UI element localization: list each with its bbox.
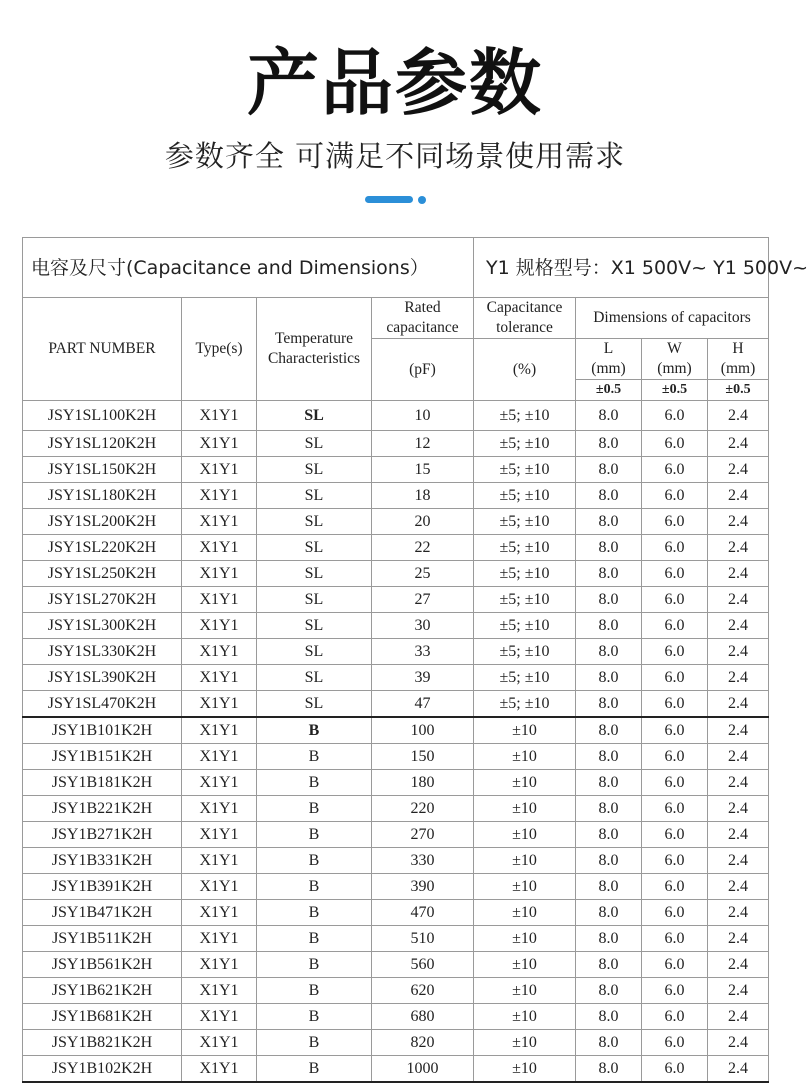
cell-l: 8.0 xyxy=(576,639,642,665)
cell-w: 6.0 xyxy=(642,874,708,900)
cell-w: 6.0 xyxy=(642,639,708,665)
cell-cap: 470 xyxy=(372,900,474,926)
cell-part: JSY1B102K2H xyxy=(23,1056,182,1083)
cell-w: 6.0 xyxy=(642,587,708,613)
cell-w: 6.0 xyxy=(642,717,708,744)
cell-tol: ±5; ±10 xyxy=(474,457,576,483)
cell-h: 2.4 xyxy=(708,401,769,431)
col-h-unit: (mm) xyxy=(720,360,756,377)
cell-cap: 1000 xyxy=(372,1056,474,1083)
table-row xyxy=(23,639,769,665)
cell-part: JSY1SL220K2H xyxy=(23,535,182,561)
col-temperature-line1: Temperature xyxy=(274,330,354,347)
cell-type: X1Y1 xyxy=(182,509,257,535)
page-title: 产品参数 xyxy=(246,41,543,125)
cell-h: 2.4 xyxy=(708,431,769,457)
cell-cap: 330 xyxy=(372,848,474,874)
cell-w: 6.0 xyxy=(642,822,708,848)
cell-type: X1Y1 xyxy=(182,401,257,431)
cell-cap: 18 xyxy=(372,483,474,509)
cell-tol: ±5; ±10 xyxy=(474,535,576,561)
cell-cap: 20 xyxy=(372,509,474,535)
cell-l: 8.0 xyxy=(576,401,642,431)
col-type: Type(s) xyxy=(182,298,257,401)
spec-label: Y1 规格型号：X1 500V~ Y1 500V~ xyxy=(474,238,769,298)
table-row xyxy=(23,1004,769,1030)
cell-l: 8.0 xyxy=(576,1004,642,1030)
cell-tol: ±10 xyxy=(474,900,576,926)
cell-h: 2.4 xyxy=(708,926,769,952)
cell-temp: B xyxy=(257,874,372,900)
cell-temp: B xyxy=(257,1056,372,1083)
cell-w: 6.0 xyxy=(642,1004,708,1030)
table-row xyxy=(23,665,769,691)
col-w xyxy=(642,339,708,380)
cell-tol: ±10 xyxy=(474,1030,576,1056)
cell-h: 2.4 xyxy=(708,613,769,639)
cell-tol: ±5; ±10 xyxy=(474,613,576,639)
cell-temp: B xyxy=(257,822,372,848)
cell-type: X1Y1 xyxy=(182,1056,257,1083)
cell-h: 2.4 xyxy=(708,1056,769,1083)
cell-type: X1Y1 xyxy=(182,535,257,561)
cell-part: JSY1SL200K2H xyxy=(23,509,182,535)
col-w-tolerance: ±0.5 xyxy=(642,380,708,401)
cell-cap: 220 xyxy=(372,796,474,822)
cell-tol: ±5; ±10 xyxy=(474,639,576,665)
cell-temp: B xyxy=(257,978,372,1004)
cell-type: X1Y1 xyxy=(182,457,257,483)
table-row xyxy=(23,848,769,874)
cell-w: 6.0 xyxy=(642,401,708,431)
cell-cap: 680 xyxy=(372,1004,474,1030)
cell-tol: ±10 xyxy=(474,1004,576,1030)
cell-temp: B xyxy=(257,770,372,796)
cell-temp: SL xyxy=(257,587,372,613)
cell-h: 2.4 xyxy=(708,717,769,744)
cell-type: X1Y1 xyxy=(182,483,257,509)
cell-w: 6.0 xyxy=(642,535,708,561)
cell-h: 2.4 xyxy=(708,978,769,1004)
cell-l: 8.0 xyxy=(576,717,642,744)
table-row xyxy=(23,613,769,639)
cell-part: JSY1B181K2H xyxy=(23,770,182,796)
cell-cap: 12 xyxy=(372,431,474,457)
cell-w: 6.0 xyxy=(642,796,708,822)
cell-part: JSY1B391K2H xyxy=(23,874,182,900)
table-row xyxy=(23,822,769,848)
cell-w: 6.0 xyxy=(642,1056,708,1083)
cell-cap: 100 xyxy=(372,717,474,744)
cell-w: 6.0 xyxy=(642,457,708,483)
cell-tol: ±5; ±10 xyxy=(474,561,576,587)
table-row xyxy=(23,457,769,483)
cell-w: 6.0 xyxy=(642,952,708,978)
cell-temp: SL xyxy=(257,509,372,535)
cell-temp: SL xyxy=(257,665,372,691)
cell-part: JSY1B471K2H xyxy=(23,900,182,926)
table-row xyxy=(23,900,769,926)
cell-type: X1Y1 xyxy=(182,717,257,744)
cell-type: X1Y1 xyxy=(182,744,257,770)
col-h-label: H xyxy=(732,340,744,357)
cell-temp: B xyxy=(257,744,372,770)
cell-part: JSY1B681K2H xyxy=(23,1004,182,1030)
table-row xyxy=(23,926,769,952)
cell-cap: 620 xyxy=(372,978,474,1004)
cell-tol: ±5; ±10 xyxy=(474,483,576,509)
cell-type: X1Y1 xyxy=(182,1004,257,1030)
table-row xyxy=(23,770,769,796)
cell-part: JSY1B331K2H xyxy=(23,848,182,874)
cell-l: 8.0 xyxy=(576,457,642,483)
cell-h: 2.4 xyxy=(708,744,769,770)
cell-cap: 510 xyxy=(372,926,474,952)
cell-tol: ±5; ±10 xyxy=(474,509,576,535)
cell-temp: B xyxy=(257,1004,372,1030)
cell-cap: 33 xyxy=(372,639,474,665)
cell-part: JSY1B271K2H xyxy=(23,822,182,848)
col-tolerance: Capacitance tolerance xyxy=(474,298,576,339)
cell-part: JSY1B821K2H xyxy=(23,1030,182,1056)
cell-type: X1Y1 xyxy=(182,822,257,848)
cell-part: JSY1B561K2H xyxy=(23,952,182,978)
col-l-label: L xyxy=(603,340,614,357)
cell-temp: SL xyxy=(257,431,372,457)
table-row xyxy=(23,587,769,613)
cell-h: 2.4 xyxy=(708,561,769,587)
cell-part: JSY1SL330K2H xyxy=(23,639,182,665)
cell-tol: ±10 xyxy=(474,744,576,770)
cell-temp: SL xyxy=(257,483,372,509)
table-row xyxy=(23,431,769,457)
table-row xyxy=(23,535,769,561)
cell-tol: ±10 xyxy=(474,874,576,900)
cell-l: 8.0 xyxy=(576,1030,642,1056)
cell-cap: 22 xyxy=(372,535,474,561)
cell-temp: B xyxy=(257,1030,372,1056)
cell-cap: 270 xyxy=(372,822,474,848)
cell-part: JSY1SL180K2H xyxy=(23,483,182,509)
col-tolerance-unit: (%) xyxy=(474,339,576,401)
cell-tol: ±10 xyxy=(474,717,576,744)
cell-type: X1Y1 xyxy=(182,613,257,639)
cell-temp: B xyxy=(257,952,372,978)
cell-tol: ±5; ±10 xyxy=(474,691,576,718)
cell-w: 6.0 xyxy=(642,431,708,457)
cell-cap: 15 xyxy=(372,457,474,483)
cell-w: 6.0 xyxy=(642,691,708,718)
cell-l: 8.0 xyxy=(576,900,642,926)
cell-w: 6.0 xyxy=(642,926,708,952)
cell-tol: ±10 xyxy=(474,796,576,822)
cell-l: 8.0 xyxy=(576,926,642,952)
cell-type: X1Y1 xyxy=(182,978,257,1004)
col-l xyxy=(576,339,642,380)
cell-w: 6.0 xyxy=(642,900,708,926)
cell-tol: ±5; ±10 xyxy=(474,587,576,613)
cell-cap: 47 xyxy=(372,691,474,718)
cell-part: JSY1SL250K2H xyxy=(23,561,182,587)
cell-cap: 25 xyxy=(372,561,474,587)
table-row xyxy=(23,483,769,509)
cell-tol: ±10 xyxy=(474,978,576,1004)
table-row xyxy=(23,509,769,535)
cell-type: X1Y1 xyxy=(182,796,257,822)
col-rated-unit: (pF) xyxy=(372,339,474,401)
cell-tol: ±10 xyxy=(474,1056,576,1083)
cell-h: 2.4 xyxy=(708,457,769,483)
cell-h: 2.4 xyxy=(708,509,769,535)
cell-tol: ±10 xyxy=(474,848,576,874)
cell-type: X1Y1 xyxy=(182,691,257,718)
cell-w: 6.0 xyxy=(642,1030,708,1056)
cell-temp: B xyxy=(257,796,372,822)
cell-cap: 10 xyxy=(372,401,474,431)
cell-w: 6.0 xyxy=(642,978,708,1004)
cell-l: 8.0 xyxy=(576,587,642,613)
cell-l: 8.0 xyxy=(576,952,642,978)
cell-part: JSY1SL100K2H xyxy=(23,401,182,431)
cell-part: JSY1B511K2H xyxy=(23,926,182,952)
cell-part: JSY1SL390K2H xyxy=(23,665,182,691)
cell-cap: 39 xyxy=(372,665,474,691)
column-header-row xyxy=(23,298,769,339)
cell-h: 2.4 xyxy=(708,639,769,665)
cell-part: JSY1SL120K2H xyxy=(23,431,182,457)
table-row xyxy=(23,796,769,822)
cell-w: 6.0 xyxy=(642,483,708,509)
cell-w: 6.0 xyxy=(642,848,708,874)
table-row xyxy=(23,401,769,431)
cell-tol: ±5; ±10 xyxy=(474,665,576,691)
cell-cap: 27 xyxy=(372,587,474,613)
cell-temp: SL xyxy=(257,535,372,561)
cell-type: X1Y1 xyxy=(182,770,257,796)
cell-tol: ±10 xyxy=(474,822,576,848)
cell-l: 8.0 xyxy=(576,874,642,900)
cell-l: 8.0 xyxy=(576,509,642,535)
cell-h: 2.4 xyxy=(708,1030,769,1056)
col-part-number: PART NUMBER xyxy=(23,298,182,401)
cell-l: 8.0 xyxy=(576,744,642,770)
cell-h: 2.4 xyxy=(708,952,769,978)
cell-h: 2.4 xyxy=(708,900,769,926)
cell-part: JSY1SL300K2H xyxy=(23,613,182,639)
cell-temp: SL xyxy=(257,401,372,431)
col-l-unit: (mm) xyxy=(591,360,626,377)
col-dimensions: Dimensions of capacitors xyxy=(576,298,769,339)
table-row xyxy=(23,744,769,770)
cell-w: 6.0 xyxy=(642,744,708,770)
cell-part: JSY1B101K2H xyxy=(23,717,182,744)
cell-h: 2.4 xyxy=(708,535,769,561)
table-row xyxy=(23,952,769,978)
cell-h: 2.4 xyxy=(708,874,769,900)
cell-l: 8.0 xyxy=(576,848,642,874)
cell-type: X1Y1 xyxy=(182,561,257,587)
table-row xyxy=(23,717,769,744)
accent-dot xyxy=(418,196,426,204)
spec-table xyxy=(22,237,808,1083)
cell-tol: ±10 xyxy=(474,952,576,978)
cell-w: 6.0 xyxy=(642,613,708,639)
cell-h: 2.4 xyxy=(708,587,769,613)
cell-type: X1Y1 xyxy=(182,952,257,978)
cell-cap: 30 xyxy=(372,613,474,639)
cell-h: 2.4 xyxy=(708,665,769,691)
accent-bar xyxy=(365,196,413,203)
table-row xyxy=(23,561,769,587)
cell-temp: B xyxy=(257,717,372,744)
table-row xyxy=(23,874,769,900)
cell-l: 8.0 xyxy=(576,978,642,1004)
cell-l: 8.0 xyxy=(576,483,642,509)
cell-part: JSY1B221K2H xyxy=(23,796,182,822)
cell-h: 2.4 xyxy=(708,796,769,822)
cell-w: 6.0 xyxy=(642,770,708,796)
cell-w: 6.0 xyxy=(642,665,708,691)
cell-l: 8.0 xyxy=(576,691,642,718)
cell-type: X1Y1 xyxy=(182,665,257,691)
cell-h: 2.4 xyxy=(708,1004,769,1030)
table-row xyxy=(23,978,769,1004)
table-heading-row xyxy=(23,238,769,298)
cell-l: 8.0 xyxy=(576,770,642,796)
col-rated: Rated capacitance xyxy=(372,298,474,339)
cell-cap: 820 xyxy=(372,1030,474,1056)
cell-type: X1Y1 xyxy=(182,900,257,926)
cell-w: 6.0 xyxy=(642,561,708,587)
cell-temp: SL xyxy=(257,691,372,718)
cell-temp: SL xyxy=(257,457,372,483)
table-row xyxy=(23,1030,769,1056)
col-h-tolerance: ±0.5 xyxy=(708,380,769,401)
cell-tol: ±5; ±10 xyxy=(474,431,576,457)
cell-tol: ±10 xyxy=(474,770,576,796)
cell-type: X1Y1 xyxy=(182,926,257,952)
cell-tol: ±10 xyxy=(474,926,576,952)
cell-h: 2.4 xyxy=(708,822,769,848)
cell-temp: B xyxy=(257,848,372,874)
cell-l: 8.0 xyxy=(576,431,642,457)
cell-h: 2.4 xyxy=(708,483,769,509)
cell-temp: B xyxy=(257,900,372,926)
cell-temp: SL xyxy=(257,639,372,665)
col-w-unit: (mm) xyxy=(657,360,692,377)
cell-w: 6.0 xyxy=(642,509,708,535)
cell-l: 8.0 xyxy=(576,613,642,639)
cell-h: 2.4 xyxy=(708,770,769,796)
cell-tol: ±5; ±10 xyxy=(474,401,576,431)
cell-part: JSY1B151K2H xyxy=(23,744,182,770)
cell-part: JSY1B621K2H xyxy=(23,978,182,1004)
cell-cap: 150 xyxy=(372,744,474,770)
page-subtitle: 参数齐全 可满足不同场景使用需求 xyxy=(164,139,626,173)
cell-type: X1Y1 xyxy=(182,848,257,874)
cell-part: JSY1SL470K2H xyxy=(23,691,182,718)
cell-l: 8.0 xyxy=(576,796,642,822)
cell-cap: 560 xyxy=(372,952,474,978)
cell-l: 8.0 xyxy=(576,1056,642,1083)
section-label: 电容及尺寸(Capacitance and Dimensions） xyxy=(23,238,474,298)
col-l-tolerance: ±0.5 xyxy=(576,380,642,401)
cell-type: X1Y1 xyxy=(182,1030,257,1056)
cell-type: X1Y1 xyxy=(182,431,257,457)
cell-part: JSY1SL270K2H xyxy=(23,587,182,613)
col-w-label: W xyxy=(667,340,682,357)
cell-h: 2.4 xyxy=(708,848,769,874)
cell-cap: 390 xyxy=(372,874,474,900)
cell-h: 2.4 xyxy=(708,691,769,718)
table-row xyxy=(23,691,769,718)
col-h xyxy=(708,339,769,380)
cell-l: 8.0 xyxy=(576,665,642,691)
cell-l: 8.0 xyxy=(576,561,642,587)
cell-temp: SL xyxy=(257,561,372,587)
cell-temp: SL xyxy=(257,613,372,639)
cell-l: 8.0 xyxy=(576,535,642,561)
col-temperature xyxy=(257,298,372,401)
table-row xyxy=(23,1056,769,1083)
cell-cap: 180 xyxy=(372,770,474,796)
cell-part: JSY1SL150K2H xyxy=(23,457,182,483)
cell-type: X1Y1 xyxy=(182,874,257,900)
col-temperature-line2: Characteristics xyxy=(267,350,361,367)
cell-type: X1Y1 xyxy=(182,587,257,613)
cell-type: X1Y1 xyxy=(182,639,257,665)
cell-l: 8.0 xyxy=(576,822,642,848)
cell-temp: B xyxy=(257,926,372,952)
